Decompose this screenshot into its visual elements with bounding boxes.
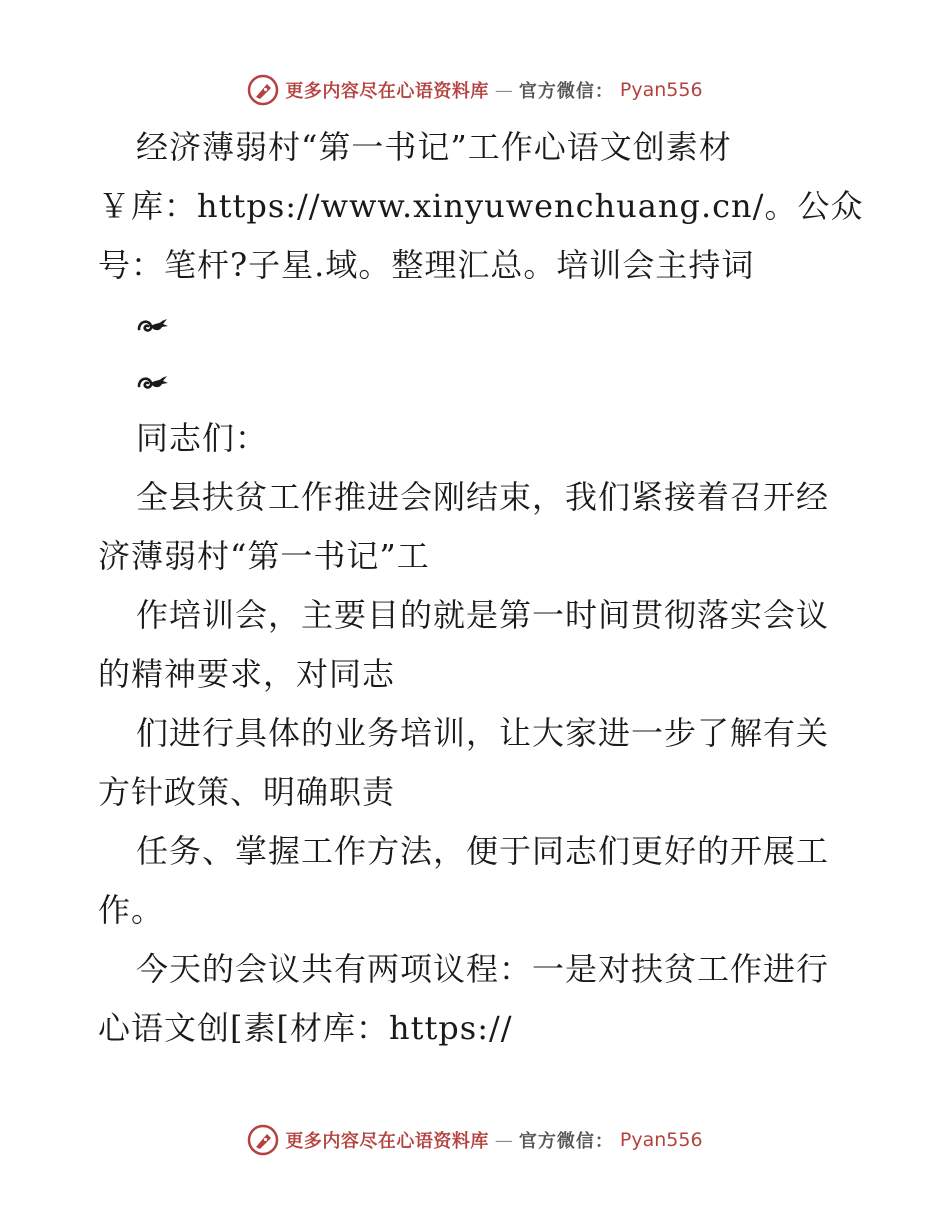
fleuron-ornament-icon: [98, 295, 858, 352]
body-line-9: 们进行具体的业务培训，让大家进一步了解有关: [136, 714, 830, 752]
footer-wechat-label: 官方微信：: [518, 1131, 614, 1152]
body-line-6: 济薄弱村“第一书记”工: [98, 537, 430, 575]
footer-dash: —: [494, 1129, 513, 1151]
body-line-5: 全县扶贫工作推进会刚结束，我们紧接着召开经: [136, 478, 830, 516]
body-line-2: ￥库：https://www.xinyuwenchuang.cn/。公众: [98, 187, 864, 225]
body-line-4: 同志们：: [136, 419, 269, 457]
header-wechat-label: 官方微信：: [518, 81, 614, 102]
body-line-3: 号：笔杆?子星.域。整理汇总。培训会主持词: [98, 246, 755, 284]
body-line-14: 心语文创[素[材库：https://: [98, 1009, 513, 1047]
document-body: [98, 118, 864, 1058]
header-library-text: 更多内容尽在心语资料库: [285, 81, 489, 102]
header-dash: —: [494, 79, 513, 101]
footer-library-text: 更多内容尽在心语资料库: [285, 1131, 489, 1152]
footer-wechat-id: Pyan556: [619, 1129, 703, 1151]
body-line-7: 作培训会，主要目的就是第一时间贯彻落实会议: [136, 596, 830, 634]
body-line-11: 任务、掌握工作方法，便于同志们更好的开展工: [136, 832, 830, 870]
body-line-1: 经济薄弱村“第一书记”工作心语文创素材: [136, 128, 732, 166]
body-line-13: 今天的会议共有两项议程：一是对扶贫工作进行: [136, 950, 830, 988]
page-header-banner: [0, 70, 950, 110]
body-line-12: 作。: [98, 891, 165, 929]
pen-nib-logo-icon: [247, 74, 279, 106]
body-line-8: 的精神要求，对同志: [98, 655, 396, 693]
pen-nib-logo-icon: [247, 1124, 279, 1156]
header-wechat-id: Pyan556: [619, 79, 703, 101]
body-line-10: 方针政策、明确职责: [98, 773, 396, 811]
fleuron-ornament-icon: [98, 352, 858, 409]
page-footer-banner: [0, 1120, 950, 1160]
